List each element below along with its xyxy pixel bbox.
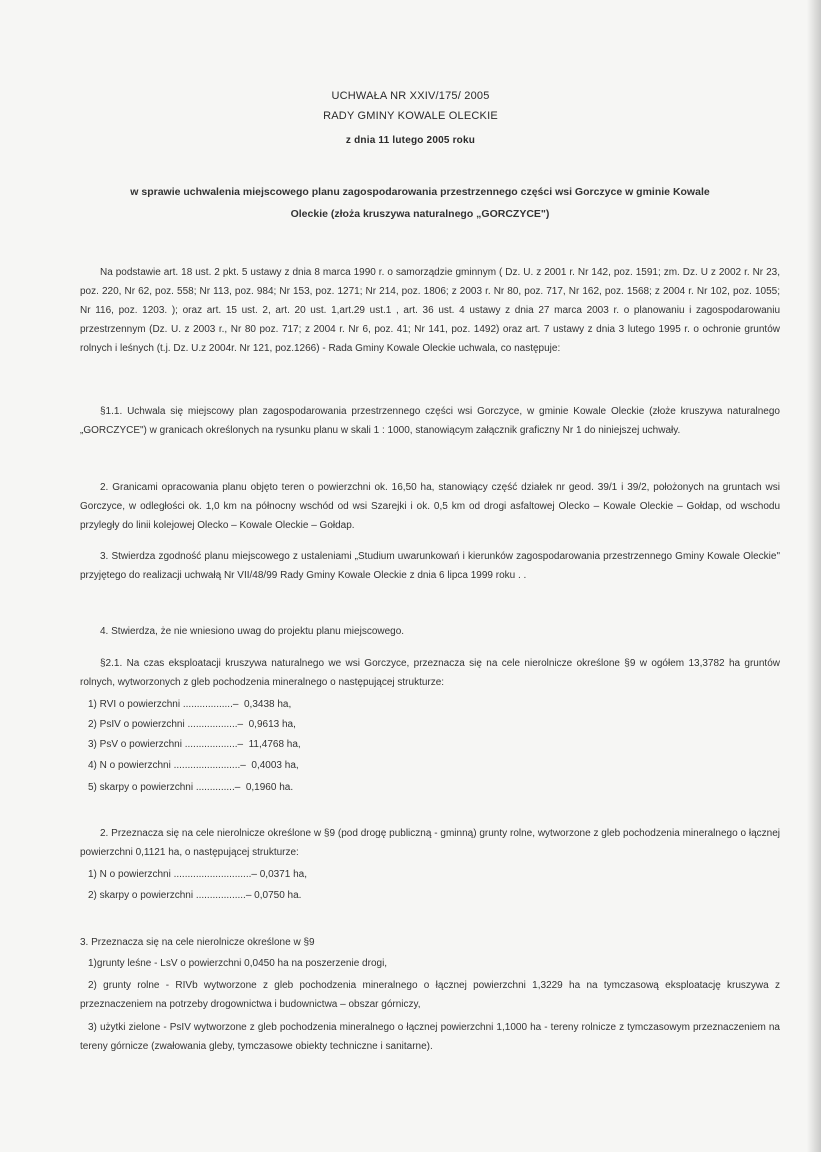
list-item: 2) skarpy o powierzchni ..................– 0,0750 ha. (88, 890, 302, 901)
section-2-1: §2.1. Na czas eksploatacji kruszywa naturalnego we wsi Gorczyce, przeznacza się na cele nierolnicze określone §9 w ogółem 13,3782 ha gruntów rolnych, wytworzonych z gleb pochodzenia mineralnego o następującej strukturze: (80, 658, 780, 688)
section-2-3: 3. Przeznacza się na cele nierolnicze określone w §9 (80, 937, 315, 948)
list-item: 1) RVI o powierzchni ..................– 0,3438 ha, (88, 699, 292, 710)
list-item: 1) N o powierzchni ............................– 0,0371 ha, (88, 869, 307, 880)
list-item: 4) N o powierzchni ........................– 0,4003 ha, (88, 760, 299, 771)
list-item: 2) PsIV o powierzchni ..................– 0,9613 ha, (88, 719, 296, 730)
subject-line-2: Oleckie (złoża kruszywa naturalnego „GORCZYCE") (290, 208, 550, 220)
section-1-4: 4. Stwierdza, że nie wniesiono uwag do projektu planu miejscowego. (100, 626, 405, 637)
section-1-2: 2. Granicami opracowania planu objęto teren o powierzchni ok. 16,50 ha, stanowiący część działek nr geod. 39/1 i 39/2, położonych na gruntach wsi Gorczyce, w odległości ok. 1,0 km na północny wschód od wsi Szarejki i ok. 0,5 km od drogi asfaltowej Olecko – Kowale Oleckie – Gołdap, od wschodu przyległy do linii kolejowej Olecko – Kowale Oleckie – Gołdap. (80, 482, 780, 531)
legal-basis-paragraph: Na podstawie art. 18 ust. 2 pkt. 5 ustawy z dnia 8 marca 1990 r. o samorządzie gminnym ( Dz. U. z 2001 r. Nr 142, poz. 1591; zm. Dz. U z 2002 r. Nr 23, poz. 220, Nr 62, poz. 558; Nr 113, poz. 984; Nr 153, poz. 1271; Nr 214, poz. 1806; z 2003 r. Nr 80, poz. 717, Nr 162, poz. 1568; z 2004 r. Nr 102, poz. 1055; Nr 116, poz. 1203. ); oraz art. 15 ust. 2, art. 20 ust. 1,art.29 ust.1 , art. 36 ust. 4 ustawy z dnia 27 marca 2003 r. o planowaniu i zagospodarowaniu przestrzennym (Dz. U. z 2003 r., Nr 80 poz. 717; z 2004 r. Nr 6, poz. 41; Nr 141, poz. 1492) oraz art. 7 ustawy z dnia 3 lutego 1995 r. o ochronie gruntów rolnych i leśnych (t.j. Dz. U.z 2004r. Nr 121, poz.1266) - Rada Gminy Kowale Oleckie uchwala, co następuje: (80, 267, 780, 354)
list-item: 5) skarpy o powierzchni ..............– 0,1960 ha. (88, 782, 294, 793)
scan-edge-shadow (807, 0, 821, 1152)
council-name: RADY GMINY KOWALE OLECKIE (323, 110, 498, 122)
resolution-number: UCHWAŁA NR XXIV/175/ 2005 (331, 90, 490, 102)
list-item: 3) PsV o powierzchni ...................– 11,4768 ha, (88, 739, 301, 750)
section-2-2: 2. Przeznacza się na cele nierolnicze określone w §9 (pod drogę publiczną - gminną) grunty rolne, wytworzone z gleb pochodzenia mineralnego o łącznej powierzchni 0,1121 ha, o następującej strukturze: (80, 828, 780, 858)
list-item: 2) grunty rolne - RIVb wytworzone z gleb pochodzenia mineralnego o łącznej powierzchni 1,3229 ha na tymczasową eksploatację kruszywa z przeznaczeniem na potrzeby drogownictwa i budownictwa – obszar górniczy, (80, 980, 780, 1010)
section-1-3: 3. Stwierdza zgodność planu miejscowego z ustaleniami „Studium uwarunkowań i kierunków zagospodarowania przestrzennego Gminy Kowale Oleckie" przyjętego do realizacji uchwałą Nr VII/48/99 Rady Gminy Kowale Oleckie z dnia 6 lipca 1999 roku . . (80, 551, 780, 581)
section-1-1: §1.1. Uchwala się miejscowy plan zagospodarowania przestrzennego części wsi Gorczyce, w gminie Kowale Oleckie (złoże kruszywa naturalnego „GORCZYCE") w granicach określonych na rysunku planu w skali 1 : 1000, stanowiącym załącznik graficzny Nr 1 do niniejszej uchwały. (80, 406, 780, 436)
list-item: 3) użytki zielone - PsIV wytworzone z gleb pochodzenia mineralnego o łącznej powierzchni 1,1000 ha - tereny rolnicze z tymczasowym przeznaczeniem na tereny górnicze (zwałowania gleby, tymczasowe obiekty techniczne i sanitarne). (80, 1022, 780, 1052)
resolution-date: z dnia 11 lutego 2005 roku (345, 135, 476, 146)
subject-line-1: w sprawie uchwalenia miejscowego planu zagospodarowania przestrzennego części wsi Gorczyce w gminie Kowale (130, 186, 710, 198)
list-item: 1)grunty leśne - LsV o powierzchni 0,0450 ha na poszerzenie drogi, (88, 958, 388, 969)
